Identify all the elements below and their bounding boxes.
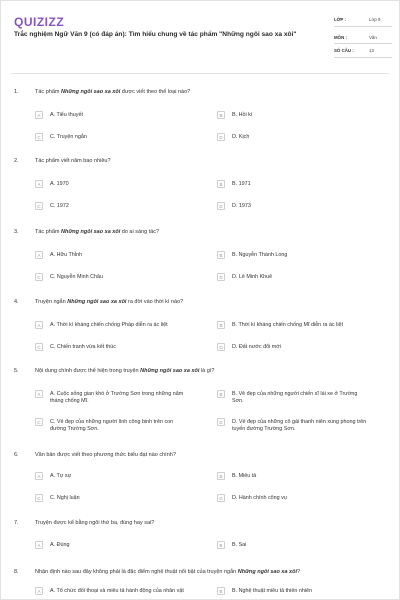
question-text-part: Nhận định nào sau đây không phải là đặc điểm nghệ thuật nổi bật của truyện ngắn xyxy=(35,569,238,575)
option-key-box: A xyxy=(35,472,43,480)
meta-row-class xyxy=(334,13,392,27)
option-key-box: B xyxy=(217,541,225,549)
option-key-box: D xyxy=(217,133,225,141)
option-key-box: B xyxy=(217,180,225,188)
worksheet-header xyxy=(1,1,400,71)
question-text-part: Tác phẩm xyxy=(35,89,61,95)
option-key-box: A xyxy=(35,251,43,259)
question-number: 8. xyxy=(14,569,19,575)
worksheet-title: Trắc nghiệm Ngữ Văn 9 (có đáp án): Tìm hiểu chung về tác phẩm "Những ngôi sao xa xôi" xyxy=(14,31,297,38)
option-key-box: D xyxy=(217,494,225,502)
question-text-emphasis: Những ngôi sao xa xôi xyxy=(60,89,121,95)
quizizz-logo: QUIZIZZ xyxy=(14,15,65,29)
option-text: A. Tiểu thuyết xyxy=(50,112,83,118)
option-text: A. Cuộc sống gian khó ở Trường Sơn trong những năm tháng chống Mĩ. xyxy=(50,391,184,404)
question-text-emphasis: Những ngôi sao xa xôi xyxy=(60,229,121,235)
option-key-box: B xyxy=(217,472,225,480)
option-text: B. Vẻ đẹp của những người chiến sĩ lái xe ở Trường Sơn. xyxy=(232,391,358,404)
option-text: D. Kịch xyxy=(232,134,250,140)
question-number: 5. xyxy=(14,368,19,374)
option-key-box: A xyxy=(35,541,43,549)
option-key-box: A xyxy=(35,587,43,595)
option-key-box: B xyxy=(217,321,225,329)
option-text: D. Vẻ đẹp của những cô gái thanh niên xung phong trên tuyến đường Trường Sơn. xyxy=(232,419,367,432)
question-text xyxy=(35,158,385,165)
meta-row-subject xyxy=(334,31,392,45)
question-text-part: Truyện được kể bằng ngôi thứ ba, đúng hay sai? xyxy=(35,520,155,526)
option-key-box: D xyxy=(217,202,225,210)
option-text: D. 1973 xyxy=(232,203,251,209)
option-key-box: B xyxy=(217,390,225,398)
option-key-box: D xyxy=(217,273,225,281)
question-text-part: ra đời vào thời kì nào? xyxy=(126,299,184,305)
meta-label: SỐ CÂU : xyxy=(334,48,354,53)
option-text: C. Nguyễn Minh Châu xyxy=(50,274,104,280)
option-key-box: D xyxy=(217,418,225,426)
option-key-box: A xyxy=(35,111,43,119)
option-key-box: B xyxy=(217,111,225,119)
question-number: 3. xyxy=(14,229,19,235)
option-key-box: C xyxy=(35,343,43,351)
question-text-emphasis: Những ngôi sao xa xôi xyxy=(140,368,200,374)
option-key-box: C xyxy=(35,273,43,281)
option-text: C. 1972 xyxy=(50,203,69,209)
question-text-part: do ai sáng tác? xyxy=(120,229,160,235)
option-key-box: C xyxy=(35,133,43,141)
meta-label: MÔN : xyxy=(334,34,347,40)
option-text: D. Lê Minh Khuê xyxy=(232,274,273,280)
option-text: C. Truyện ngắn xyxy=(50,134,87,140)
option-key-box: B xyxy=(217,251,225,259)
option-key-box: C xyxy=(35,202,43,210)
meta-value: Văn xyxy=(369,34,377,40)
option-text: A. Tự sự xyxy=(50,473,72,479)
option-text: A. Thời kì kháng chiến chống Pháp diễn ra ác liệt xyxy=(50,322,168,328)
option-text: A. Hữu Thỉnh xyxy=(50,252,82,258)
question-text xyxy=(35,520,385,527)
option-text: D. Hành chính công vụ xyxy=(232,495,287,501)
header-divider xyxy=(11,73,389,74)
option-key-box: C xyxy=(35,494,43,502)
question-text xyxy=(35,569,385,576)
option-key-box: D xyxy=(217,343,225,351)
question-text-emphasis: Những ngôi sao xa xôi xyxy=(237,569,297,575)
option-text: B. Miêu tả xyxy=(232,473,257,479)
option-text: B. Thời kì kháng chiến chống Mĩ diễn ra ác liệt xyxy=(232,322,344,328)
question-text xyxy=(35,89,385,96)
question-text-part: Tác phẩm viết năm bao nhiêu? xyxy=(35,158,111,164)
question-text xyxy=(35,452,385,459)
question-text-part: Truyện ngắn xyxy=(35,299,68,305)
meta-label: LỚP : xyxy=(334,17,346,22)
question-number: 6. xyxy=(14,452,19,458)
question-text-part: được viết theo thể loại nào? xyxy=(120,89,191,95)
option-key-box: A xyxy=(35,180,43,188)
option-text: B. Nghệ thuật miêu tả thiên nhiên xyxy=(232,588,313,594)
question-number: 4. xyxy=(14,299,19,305)
question-text xyxy=(35,368,385,375)
question-number: 1. xyxy=(14,89,19,95)
question-text xyxy=(35,229,385,236)
option-text: D. Đất nước đổi mới xyxy=(232,344,282,350)
question-text-part: Nội dung chính được thể hiện trong truyện xyxy=(35,368,141,374)
option-text: A. Đúng xyxy=(50,542,70,548)
option-text: B. Hồi kí xyxy=(232,112,253,118)
option-key-box: A xyxy=(35,390,43,398)
question-number: 7. xyxy=(14,520,19,526)
question-number: 2. xyxy=(14,158,19,164)
option-text: B. Nguyễn Thành Long xyxy=(232,252,288,258)
option-text: A. Tổ chức đối thoại và miêu tả hành động của nhân vật xyxy=(50,588,184,594)
option-text: C. Chiến tranh vừa kết thúc xyxy=(50,344,116,350)
question-text-part: là gì? xyxy=(199,368,215,374)
option-text: B. Sai xyxy=(232,542,247,548)
worksheet-meta xyxy=(334,13,392,58)
option-text: A. 1970 xyxy=(50,181,69,187)
question-text-emphasis: Những ngôi sao xa xôi xyxy=(67,299,127,305)
meta-divider xyxy=(334,26,392,27)
option-key-box: A xyxy=(35,321,43,329)
option-text: C. Nghị luận xyxy=(50,495,80,501)
meta-value: Lớp 9 xyxy=(369,17,381,22)
meta-value: 13 xyxy=(369,48,374,53)
option-key-box: C xyxy=(35,418,43,426)
option-text: B. 1971 xyxy=(232,181,251,187)
question-text-part: Tác phẩm xyxy=(35,229,61,235)
meta-row-count xyxy=(334,44,392,58)
question-text xyxy=(35,299,385,306)
option-text: C. Vẻ đẹp của những người lính công binh trên con đường Trường Sơn. xyxy=(50,419,174,432)
option-key-box: B xyxy=(217,587,225,595)
question-text-part: ? xyxy=(296,569,301,575)
question-text-part: Văn bản được viết theo phương thức biểu đạt nào chính? xyxy=(35,452,176,458)
meta-divider xyxy=(334,57,392,58)
